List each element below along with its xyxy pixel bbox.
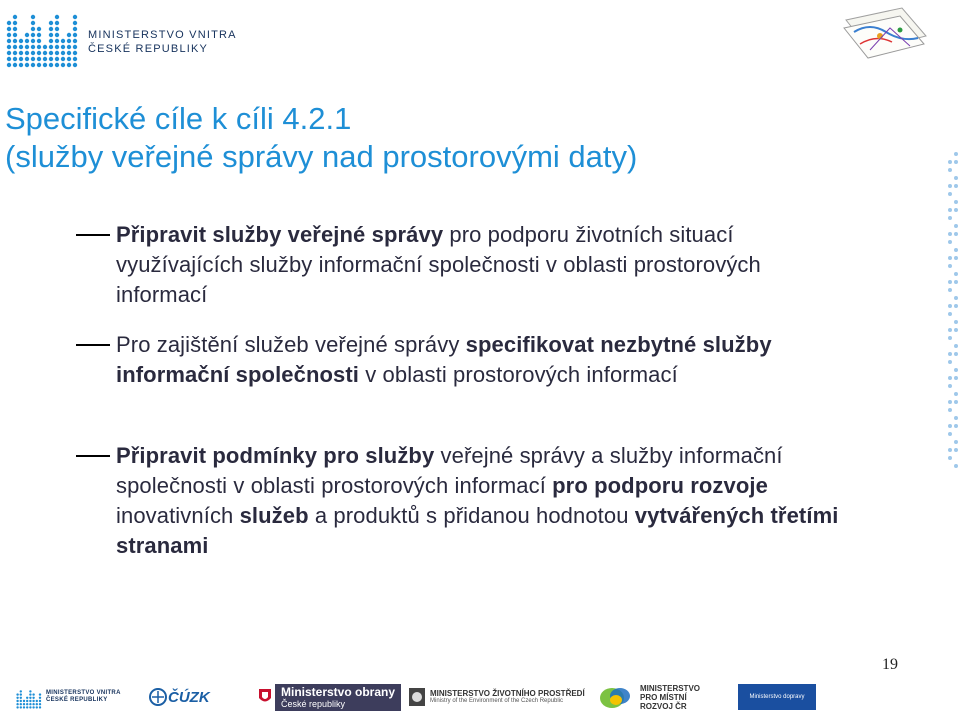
footer-mv-line1: MINISTERSTVO VNITRA [46, 690, 121, 696]
edge-dot [948, 208, 952, 212]
footer-mmr-line2: PRO MÍSTNÍ [640, 692, 687, 702]
logo-dot [20, 700, 22, 702]
logo-dot [29, 700, 31, 702]
logo-dot [55, 27, 59, 31]
footer-mmr-line3: ROZVOJ ČR [640, 701, 687, 711]
edge-dot [948, 304, 952, 308]
edge-dot [954, 464, 958, 468]
edge-dot [948, 400, 952, 404]
footer-logo-mo [258, 680, 401, 714]
logo-dot [20, 706, 22, 708]
edge-dot [948, 280, 952, 284]
bullet-text-part: Připravit podmínky pro služby [116, 443, 435, 468]
logo-dot [19, 57, 23, 61]
logo-dot [49, 51, 53, 55]
footer-mo-title: Ministerstvo obrany [281, 684, 396, 699]
bullet-text [116, 441, 856, 561]
logo-dot [55, 21, 59, 25]
logo-dot [43, 51, 47, 55]
logo-dot [26, 706, 28, 708]
edge-dot [948, 240, 952, 244]
edge-dot [954, 424, 958, 428]
edge-dot [948, 216, 952, 220]
edge-dot [948, 384, 952, 388]
edge-dot [954, 232, 958, 236]
logo-dot [36, 706, 38, 708]
edge-dot [954, 296, 958, 300]
decorative-dots-icon [946, 150, 960, 480]
footer-mv-line2: ČESKÉ REPUBLIKY [46, 697, 108, 703]
logo-dot [43, 63, 47, 67]
logo-dot [37, 45, 41, 49]
edge-dot [948, 360, 952, 364]
logo-dot [37, 39, 41, 43]
logo-dot [7, 39, 11, 43]
logo-dot [25, 63, 29, 67]
mmr-swirl-icon [598, 682, 636, 712]
footer-zp-sub: Ministry of the Environment of the Czech Republic [430, 698, 564, 704]
bullet-text-part: služeb [239, 503, 309, 528]
edge-dot [954, 440, 958, 444]
edge-dot [954, 176, 958, 180]
logo-dot [49, 39, 53, 43]
edge-dot [954, 328, 958, 332]
bullet-text-part: a produktů s přidanou hodnotou [308, 503, 635, 528]
edge-dot [948, 256, 952, 260]
logo-dot [67, 51, 71, 55]
logo-dot [31, 33, 35, 37]
footer-logo-md [738, 680, 816, 714]
logo-dot [23, 706, 25, 708]
logo-dot [61, 63, 65, 67]
edge-dot [954, 208, 958, 212]
logo-dot [49, 33, 53, 37]
page-number: 19 [882, 656, 898, 673]
logo-dot [29, 690, 31, 692]
logo-dot [31, 27, 35, 31]
bullet-dash [76, 234, 110, 236]
edge-dot [954, 392, 958, 396]
logo-dot [43, 57, 47, 61]
logo-dot [49, 21, 53, 25]
edge-dot [954, 368, 958, 372]
edge-dot [948, 408, 952, 412]
bullet-text [116, 330, 856, 390]
footer-logo-zp [408, 680, 585, 714]
logo-dot [25, 57, 29, 61]
logo-dot [67, 33, 71, 37]
edge-dot [954, 280, 958, 284]
edge-dot [948, 328, 952, 332]
logo-dot [31, 45, 35, 49]
title-line1: Specifické cíle k cíli 4.2.1 [5, 101, 352, 136]
logo-dot [37, 33, 41, 37]
footer-mmr-line1: MINISTERSTVO [640, 683, 701, 693]
logo-dot [73, 45, 77, 49]
edge-dot [948, 424, 952, 428]
bullet-item [76, 441, 856, 561]
logo-dot [29, 693, 31, 695]
logo-dot [7, 63, 11, 67]
bullet-text [116, 220, 856, 310]
logo-dot [13, 63, 17, 67]
edge-dot [954, 256, 958, 260]
logo-dot [73, 57, 77, 61]
edge-dot [954, 400, 958, 404]
logo-dot [7, 33, 11, 37]
logo-dot [26, 700, 28, 702]
logo-dot [16, 693, 18, 695]
edge-dot [948, 168, 952, 172]
logo-dot [67, 39, 71, 43]
logo-dot [37, 57, 41, 61]
logo-dot [73, 33, 77, 37]
footer-md-box: Ministerstvo dopravy [738, 684, 816, 710]
logo-dot [19, 39, 23, 43]
logo-dot [55, 33, 59, 37]
edge-dot [954, 224, 958, 228]
logo-dot [32, 706, 34, 708]
bullet-text-part: Připravit služby veřejné správy [116, 222, 444, 247]
edge-dot [954, 160, 958, 164]
cuzk-emblem-icon [148, 687, 168, 707]
map-layers-graphic-icon [840, 6, 932, 62]
logo-dot [13, 21, 17, 25]
bullet-dash [76, 455, 110, 457]
logo-dot [36, 700, 38, 702]
footer-logo-mv [16, 680, 121, 714]
logo-dot [7, 57, 11, 61]
logo-dot [49, 45, 53, 49]
edge-dot [954, 248, 958, 252]
logo-dot [39, 706, 41, 708]
logo-dot [7, 27, 11, 31]
bullet-text-part: Pro zajištění služeb veřejné správy [116, 332, 466, 357]
logo-dot [32, 697, 34, 699]
logo-dot [73, 15, 77, 19]
edge-dot [948, 376, 952, 380]
logo-dot [31, 15, 35, 19]
logo-dot [73, 27, 77, 31]
logo-dot [7, 45, 11, 49]
logo-dot [16, 697, 18, 699]
edge-dot [954, 376, 958, 380]
logo-dot [25, 45, 29, 49]
logo-dot [19, 45, 23, 49]
logo-dot [25, 51, 29, 55]
logo-dot [73, 39, 77, 43]
bullet-text-part: vytvářených třetími stranami [116, 503, 839, 558]
edge-dot [954, 200, 958, 204]
logo-dot [73, 21, 77, 25]
logo-dot [61, 45, 65, 49]
logo-dot [20, 693, 22, 695]
bullet-item [76, 330, 856, 390]
edge-dot [954, 320, 958, 324]
footer-zp-title: MINISTERSTVO ŽIVOTNÍHO PROSTŘEDÍ [430, 689, 585, 698]
logo-dot [43, 45, 47, 49]
logo-dot [55, 57, 59, 61]
logo-dot [19, 63, 23, 67]
logo-dot [13, 45, 17, 49]
logo-dot [16, 703, 18, 705]
logo-dot [61, 51, 65, 55]
ministry-name [88, 28, 237, 56]
ministry-dots-logo-icon [6, 10, 78, 68]
logo-dot [36, 703, 38, 705]
edge-dot [948, 336, 952, 340]
bullet-text-part: inovativních [116, 503, 240, 528]
logo-dot [73, 51, 77, 55]
logo-dot [13, 27, 17, 31]
edge-dot [954, 344, 958, 348]
logo-dot [61, 57, 65, 61]
logo-dot [20, 703, 22, 705]
logo-dot [32, 693, 34, 695]
logo-dot [13, 33, 17, 37]
logo-dot [29, 706, 31, 708]
bullet-text-part: v oblasti prostorových informací [359, 362, 678, 387]
logo-dot [31, 39, 35, 43]
logo-dot [39, 693, 41, 695]
logo-dot [23, 700, 25, 702]
bullet-item [76, 220, 856, 310]
edge-dot [948, 456, 952, 460]
logo-dot [31, 63, 35, 67]
logo-dot [7, 51, 11, 55]
bullet-text-part: specifikovat nezbytné služby informační společnosti [116, 332, 772, 387]
edge-dot [948, 160, 952, 164]
logo-dot [13, 57, 17, 61]
title-line2: (služby veřejné správy nad prostorovými daty) [5, 139, 638, 174]
page-title [5, 100, 905, 176]
bullet-dash [76, 344, 110, 346]
edge-dot [948, 232, 952, 236]
mv-dots-icon [16, 685, 42, 709]
logo-dot [55, 51, 59, 55]
footer-logo-cuzk [148, 680, 210, 714]
edge-dot [948, 192, 952, 196]
logo-dot [49, 63, 53, 67]
logo-dot [37, 63, 41, 67]
logo-dot [67, 63, 71, 67]
logo-dot [67, 57, 71, 61]
logo-dot [49, 27, 53, 31]
footer-cuzk-text: ČÚZK [168, 688, 210, 706]
logo-dot [13, 51, 17, 55]
logo-dot [55, 39, 59, 43]
logo-dot [31, 51, 35, 55]
bullet-text-part: pro podporu životních situací využívajících služby informační společnosti v oblasti prostorových informací [116, 222, 761, 307]
logo-dot [39, 697, 41, 699]
edge-dot [954, 416, 958, 420]
edge-dot [948, 432, 952, 436]
edge-dot [948, 288, 952, 292]
logo-dot [26, 697, 28, 699]
logo-dot [29, 697, 31, 699]
logo-dot [39, 700, 41, 702]
logo-dot [16, 706, 18, 708]
edge-dot [954, 352, 958, 356]
logo-dot [73, 63, 77, 67]
logo-dot [31, 21, 35, 25]
logo-dot [25, 39, 29, 43]
logo-dot [26, 703, 28, 705]
logo-dot [19, 51, 23, 55]
zp-emblem-icon [408, 687, 426, 707]
logo-dot [55, 63, 59, 67]
logo-dot [7, 21, 11, 25]
logo-dot [13, 39, 17, 43]
footer-logo-mmr [598, 680, 700, 714]
edge-dot [954, 448, 958, 452]
ministry-name-line1: MINISTERSTVO VNITRA [88, 29, 237, 41]
logo-dot [39, 703, 41, 705]
edge-dot [948, 312, 952, 316]
logo-dot [55, 15, 59, 19]
logo-dot [37, 27, 41, 31]
edge-dot [948, 448, 952, 452]
logo-dot [29, 703, 31, 705]
logo-dot [16, 700, 18, 702]
logo-dot [61, 39, 65, 43]
logo-dot [55, 45, 59, 49]
logo-dot [25, 33, 29, 37]
logo-dot [32, 700, 34, 702]
edge-dot [954, 152, 958, 156]
ministry-name-line2: ČESKÉ REPUBLIKY [88, 43, 209, 55]
bullet-text-part: pro podporu rozvoje [552, 473, 768, 498]
edge-dot [948, 184, 952, 188]
logo-dot [37, 51, 41, 55]
logo-dot [13, 15, 17, 19]
logo-dot [67, 45, 71, 49]
logo-dot [23, 703, 25, 705]
logo-dot [20, 690, 22, 692]
logo-dot [49, 57, 53, 61]
logo-dot [20, 697, 22, 699]
bullet-text-part: veřejné správy a služby informační společnosti v oblasti prostorových informací [116, 443, 783, 498]
logo-dot [32, 703, 34, 705]
edge-dot [948, 264, 952, 268]
footer-mo-sub: České republiky [281, 698, 346, 709]
edge-dot [954, 184, 958, 188]
edge-dot [954, 304, 958, 308]
edge-dot [954, 272, 958, 276]
mo-shield-icon [258, 688, 272, 706]
logo-dot [31, 57, 35, 61]
edge-dot [948, 352, 952, 356]
